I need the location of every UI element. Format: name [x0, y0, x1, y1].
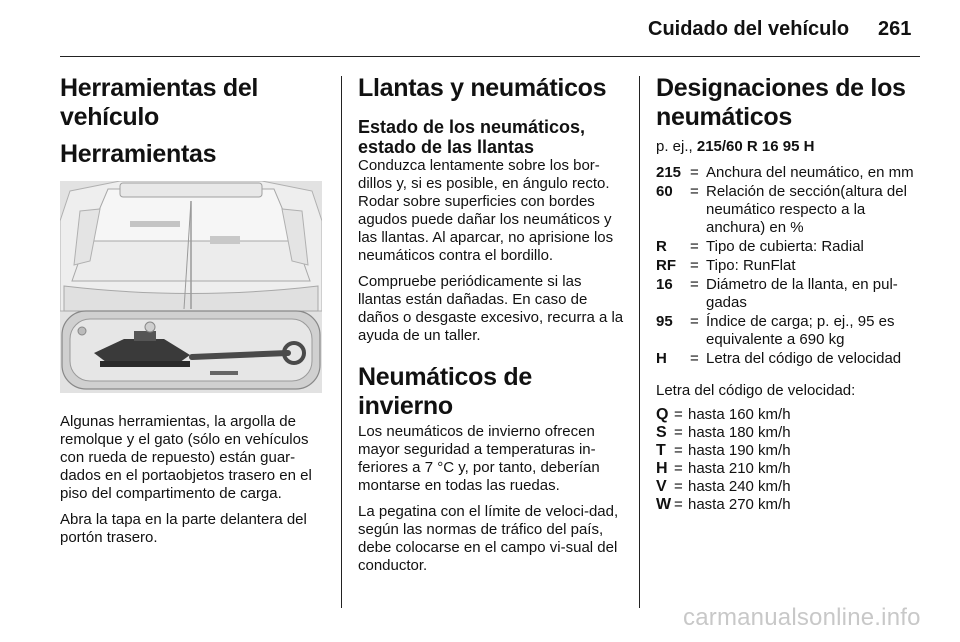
equals-sign: =	[674, 460, 683, 477]
equals-sign: =	[690, 350, 699, 367]
page-number: 261	[878, 18, 912, 40]
tyre-condition-paragraph-1: Conduzca lentamente sobre los bor-dillos y, si es posible, en ángulo recto. Rodar sobre superficies con bordes agudos puede dañar los neumáticos y las llantas. Al aparcar, no aprisione los neumáticos contra el bordillo.	[358, 157, 614, 264]
example-prefix: p. ej.,	[656, 138, 697, 155]
designation-desc: Índice de carga; p. ej., 95 es equivalente a 690 kg	[706, 313, 895, 348]
equals-sign: =	[674, 406, 683, 423]
designation-row	[656, 350, 924, 368]
speed-code-letter: V	[656, 478, 667, 495]
speed-code-desc: hasta 210 km/h	[688, 460, 791, 477]
watermark: carmanualsonline.info	[683, 604, 921, 631]
column-divider-right	[639, 76, 640, 608]
trunk-tools-illustration	[60, 181, 322, 393]
speed-code-intro: Letra del código de velocidad:	[656, 382, 856, 399]
winter-tyres-paragraph-2: La pegatina con el límite de veloci-dad, según las normas de tráfico del país, debe colocarse en el campo vi-sual del conductor.	[358, 503, 619, 574]
designation-key: R	[656, 238, 667, 255]
designation-key: 60	[656, 183, 673, 200]
equals-sign: =	[674, 424, 683, 441]
speed-code-row	[656, 442, 924, 460]
equals-sign: =	[690, 238, 699, 255]
header-rule	[60, 56, 920, 57]
speed-code-letter: S	[656, 424, 667, 441]
designation-row	[656, 257, 924, 275]
designation-key: RF	[656, 257, 676, 274]
winter-tyres-paragraph-1: Los neumáticos de invierno ofrecen mayor seguridad a temperaturas in-feriores a 7 °C y, por tanto, deberían montarse en todas las ruedas.	[358, 423, 600, 494]
designation-desc: Tipo de cubierta: Radial	[706, 238, 864, 255]
speed-code-desc: hasta 180 km/h	[688, 424, 791, 441]
designation-row	[656, 313, 924, 349]
subsection-heading-tyre-condition: Estado de los neumáticos, estado de las llantas	[358, 117, 586, 157]
designation-desc: Relación de sección(altura del neumático respecto a la anchura) en %	[706, 183, 907, 236]
designation-desc: Letra del código de velocidad	[706, 350, 902, 367]
equals-sign: =	[690, 164, 699, 181]
equals-sign: =	[690, 276, 699, 293]
designation-row	[656, 276, 924, 312]
tools-paragraph-1: Algunas herramientas, la argolla de remolque y el gato (sólo en vehículos con rueda de repuesto) están guar-dados en el portaobjetos trasero en el piso del compartimento de carga.	[60, 413, 312, 502]
equals-sign: =	[674, 478, 683, 495]
equals-sign: =	[674, 442, 683, 459]
equals-sign: =	[674, 496, 683, 513]
subsection-title-tools: Herramientas	[60, 140, 217, 168]
section-title-designations: Designaciones de los neumáticos	[656, 74, 906, 131]
speed-code-row	[656, 460, 924, 478]
speed-code-row	[656, 478, 924, 496]
speed-code-letter: H	[656, 460, 668, 477]
speed-code-desc: hasta 240 km/h	[688, 478, 791, 495]
header-title: Cuidado del vehículo	[648, 18, 850, 40]
equals-sign: =	[690, 183, 699, 200]
designation-key: 215	[656, 164, 682, 181]
equals-sign: =	[690, 257, 699, 274]
example-code: 215/60 R 16 95 H	[696, 138, 815, 155]
column-tools	[60, 74, 328, 555]
designation-key: 16	[656, 276, 673, 293]
column-tyre-designations	[656, 74, 924, 514]
speed-code-letter: Q	[656, 406, 669, 423]
column-divider-left	[341, 76, 342, 608]
speed-code-list	[656, 406, 924, 514]
example-designation	[656, 138, 924, 156]
speed-code-desc: hasta 270 km/h	[688, 496, 791, 513]
speed-code-row	[656, 496, 924, 514]
speed-code-row	[656, 406, 924, 424]
section-title-wheels: Llantas y neumáticos	[358, 74, 607, 102]
speed-code-desc: hasta 160 km/h	[688, 406, 791, 423]
designation-desc: Diámetro de la llanta, en pul-gadas	[706, 276, 898, 311]
speed-code-row	[656, 424, 924, 442]
section-title-tools: Herramientas del vehículo	[60, 74, 259, 131]
designation-row	[656, 183, 924, 237]
speed-code-letter: W	[656, 496, 672, 513]
designation-key: 95	[656, 313, 673, 330]
designation-row	[656, 238, 924, 256]
tyre-condition-paragraph-2: Compruebe periódicamente si las llantas están dañadas. En caso de daños o desgaste excesivo, recurra a la ayuda de un taller.	[358, 273, 624, 344]
speed-code-desc: hasta 190 km/h	[688, 442, 791, 459]
speed-code-letter: T	[656, 442, 666, 459]
designation-desc: Anchura del neumático, en mm	[706, 164, 914, 181]
designation-key: H	[656, 350, 667, 367]
column-wheels-tyres	[358, 74, 626, 583]
designation-list	[656, 164, 924, 368]
equals-sign: =	[690, 313, 699, 330]
section-title-winter-tyres: Neumáticos de invierno	[358, 363, 532, 420]
designation-desc: Tipo: RunFlat	[706, 257, 796, 274]
tools-paragraph-2: Abra la tapa en la parte delantera del portón trasero.	[60, 511, 307, 546]
designation-row	[656, 164, 924, 182]
